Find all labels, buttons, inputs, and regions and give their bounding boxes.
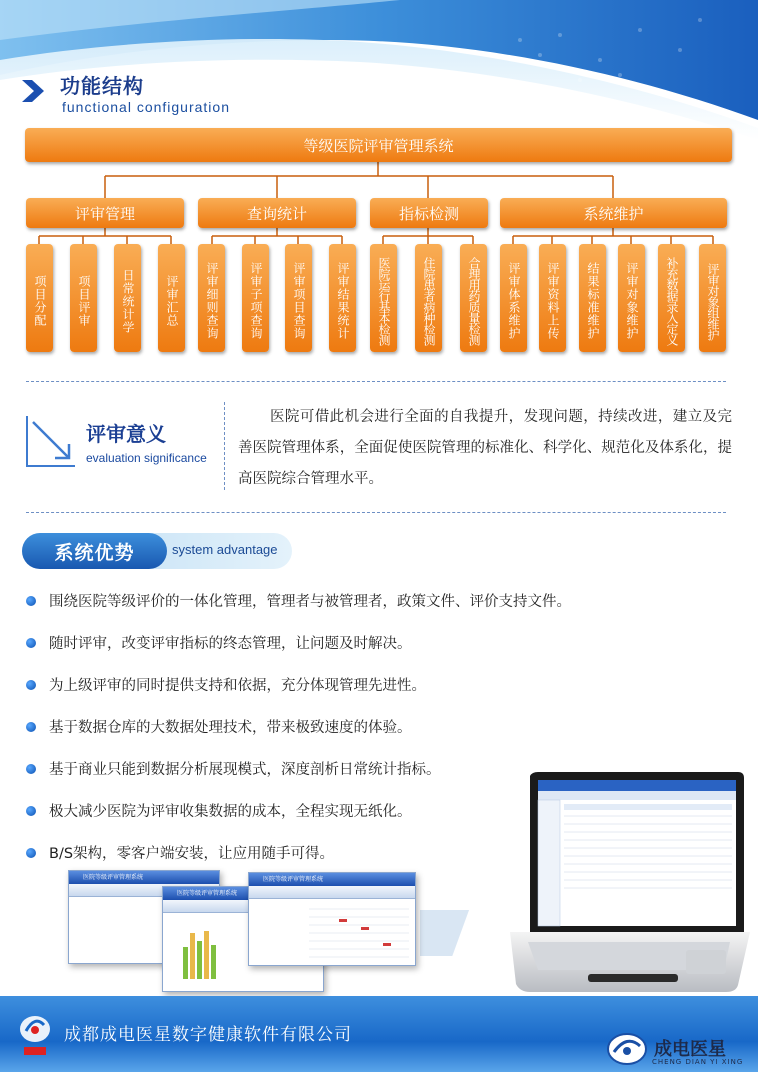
brand-logo-icon — [606, 1032, 648, 1066]
arrow-down-right-icon — [25, 414, 77, 468]
org-leaf: 评审体系维护 — [500, 244, 527, 352]
org-leaf: 住院患者病种检测 — [415, 244, 442, 352]
org-group-review-management: 评审管理 — [26, 198, 184, 228]
table-thumbnail — [309, 903, 409, 961]
bullet-dot-icon — [26, 722, 36, 732]
bullet-dot-icon — [26, 764, 36, 774]
list-item-text: 基于数据仓库的大数据处理技术，带来极致速度的体验。 — [49, 720, 412, 736]
section-subtitle-functional: functional configuration — [62, 99, 230, 115]
org-leaf: 项目分配 — [26, 244, 53, 352]
company-logo-icon — [18, 1013, 52, 1059]
list-item-text: 基于商业只能到数据分析展现模式，深度剖析日常统计指标。 — [49, 762, 441, 778]
org-leaf: 结果标准维护 — [579, 244, 606, 352]
list-item — [26, 590, 571, 611]
org-root-box: 等级医院评审管理系统 — [25, 128, 732, 162]
list-item — [26, 842, 334, 863]
divider — [26, 512, 726, 513]
list-item-text: 极大减少医院为评审收集数据的成本，全程实现无纸化。 — [49, 804, 412, 820]
list-item-text: 围绕医院等级评价的一体化管理，管理者与被管理者，政策文件、评价支持文件。 — [49, 594, 571, 610]
screenshot-window — [248, 872, 416, 966]
bullet-dot-icon — [26, 848, 36, 858]
list-item-text: 为上级评审的同时提供支持和依据，充分体现管理先进性。 — [49, 678, 426, 694]
significance-paragraph: 医院可借此机会进行全面的自我提升，发现问题，持续改进，建立及完善医院管理体系，全面促使医院管理的标准化、科学化、规范化及体系化，提高医院综合管理水平。 — [238, 409, 732, 487]
org-leaf: 评审细则查询 — [198, 244, 225, 352]
vertical-divider — [224, 402, 225, 490]
section-title-advantage: 系统优势 — [22, 533, 167, 569]
bullet-dot-icon — [26, 638, 36, 648]
brand-pinyin: CHENG DIAN YI XING — [652, 1058, 744, 1066]
window-title: 医院等级评审管理系统 — [163, 887, 323, 900]
org-leaf: 评审子项查询 — [242, 244, 269, 352]
window-title: 医院等级评审管理系统 — [249, 873, 415, 886]
list-item-text: 随时评审，改变评审指标的终态管理，让问题及时解决。 — [49, 636, 412, 652]
org-leaf: 评审资料上传 — [539, 244, 566, 352]
brand-name: 成电医星 — [654, 1039, 726, 1060]
org-group-system-maintenance: 系统维护 — [500, 198, 727, 228]
bar-chart-thumbnail — [181, 927, 221, 979]
list-item — [26, 716, 412, 737]
org-leaf: 评审结果统计 — [329, 244, 356, 352]
bullet-dot-icon — [26, 680, 36, 690]
window-title: 医院等级评审管理系统 — [69, 871, 219, 884]
org-leaf: 项目评审 — [70, 244, 97, 352]
org-leaf: 补充数据录入定义 — [658, 244, 685, 352]
company-name: 成都成电医星数字健康软件有限公司 — [64, 1025, 352, 1045]
org-leaf: 日常统计学 — [114, 244, 141, 352]
org-leaf: 评审对象组维护 — [699, 244, 726, 352]
section-title-significance: 评审意义 — [86, 422, 166, 446]
org-leaf: 评审项目查询 — [285, 244, 312, 352]
bullet-dot-icon — [26, 596, 36, 606]
list-item — [26, 800, 412, 821]
laptop-illustration — [420, 770, 758, 1000]
org-group-indicator-detection: 指标检测 — [370, 198, 488, 228]
list-item — [26, 758, 441, 779]
org-leaf: 医院运行基本检测 — [370, 244, 397, 352]
section-subtitle-significance: evaluation significance — [86, 451, 207, 465]
bullet-dot-icon — [26, 806, 36, 816]
org-leaf: 评审对象维护 — [618, 244, 645, 352]
org-leaf: 评审汇总 — [158, 244, 185, 352]
org-leaf: 合理用药质量检测 — [460, 244, 487, 352]
list-item-text: B/S架构，零客户端安装，让应用随手可得。 — [49, 846, 335, 862]
list-item — [26, 674, 426, 695]
section-title-functional: 功能结构 — [60, 74, 144, 98]
section-subtitle-advantage: system advantage — [172, 542, 278, 557]
list-item — [26, 632, 412, 653]
divider — [26, 381, 726, 382]
window-toolbar — [249, 886, 415, 899]
org-group-query-statistics: 查询统计 — [198, 198, 356, 228]
